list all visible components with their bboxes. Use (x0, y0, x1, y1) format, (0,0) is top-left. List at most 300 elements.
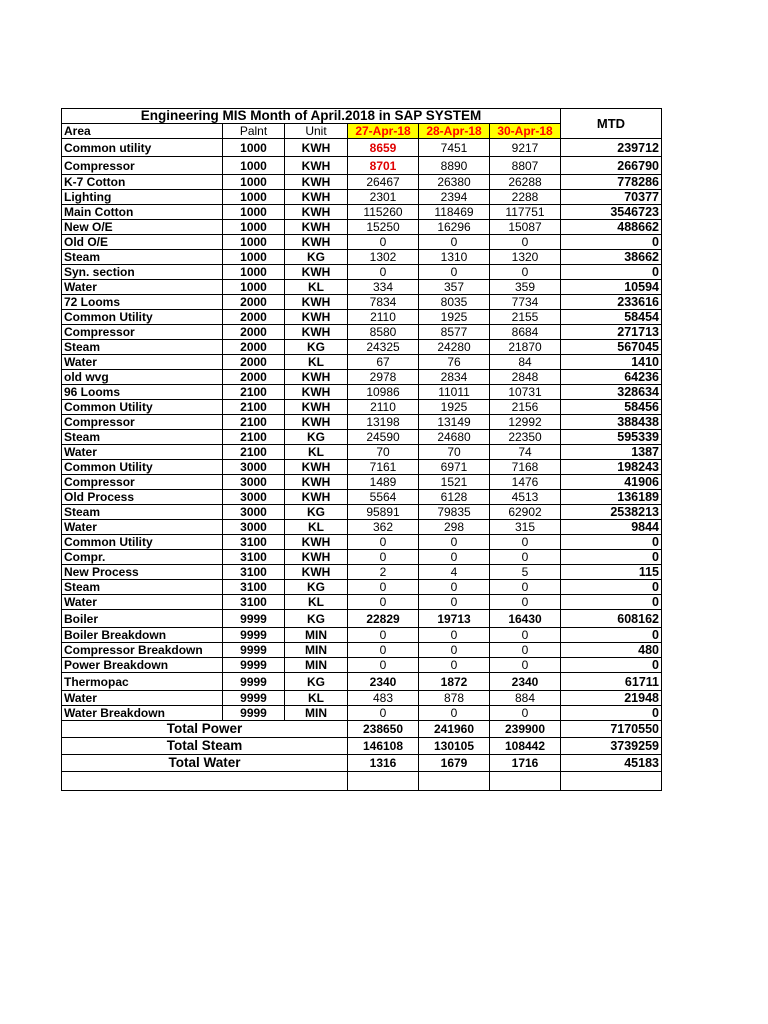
cell-unit: KWH (285, 190, 348, 205)
cell-mtd: 58454 (561, 310, 662, 325)
cell-mtd: 266790 (561, 157, 662, 175)
table-row (62, 445, 662, 460)
cell-unit: KWH (285, 310, 348, 325)
cell-area: Steam (62, 505, 223, 520)
total-date-2: 1679 (419, 755, 490, 772)
cell-unit: KL (285, 520, 348, 535)
table-row (62, 565, 662, 580)
cell-date-1: 0 (348, 643, 419, 658)
cell-date-2: 24680 (419, 430, 490, 445)
cell-date-1: 362 (348, 520, 419, 535)
total-mtd: 7170550 (561, 721, 662, 738)
cell-date-3: 2340 (490, 673, 561, 691)
table-row (62, 175, 662, 190)
cell-area: Lighting (62, 190, 223, 205)
table-row (62, 295, 662, 310)
cell-date-1: 95891 (348, 505, 419, 520)
cell-unit: KWH (285, 220, 348, 235)
cell-area: old wvg (62, 370, 223, 385)
table-row (62, 370, 662, 385)
blank-cell (561, 772, 662, 791)
cell-plant: 2000 (223, 355, 285, 370)
cell-mtd: 0 (561, 658, 662, 673)
cell-date-3: 12992 (490, 415, 561, 430)
total-row (62, 755, 662, 772)
cell-date-3: 1320 (490, 250, 561, 265)
cell-date-2: 16296 (419, 220, 490, 235)
cell-date-3: 22350 (490, 430, 561, 445)
table-row (62, 691, 662, 706)
total-date-1: 1316 (348, 755, 419, 772)
cell-plant: 2100 (223, 415, 285, 430)
cell-mtd: 61711 (561, 673, 662, 691)
cell-date-2: 0 (419, 550, 490, 565)
cell-date-2: 1310 (419, 250, 490, 265)
cell-plant: 2000 (223, 340, 285, 355)
cell-date-2: 1925 (419, 310, 490, 325)
cell-date-3: 10731 (490, 385, 561, 400)
cell-date-1: 2340 (348, 673, 419, 691)
table-row (62, 580, 662, 595)
cell-unit: KWH (285, 325, 348, 340)
cell-date-2: 24280 (419, 340, 490, 355)
cell-date-3: 0 (490, 550, 561, 565)
cell-date-1: 0 (348, 595, 419, 610)
total-label: Total Power (62, 721, 348, 738)
cell-date-1: 22829 (348, 610, 419, 628)
cell-mtd: 0 (561, 628, 662, 643)
cell-mtd: 1410 (561, 355, 662, 370)
cell-area: New O/E (62, 220, 223, 235)
cell-plant: 3000 (223, 490, 285, 505)
cell-plant: 9999 (223, 658, 285, 673)
cell-area: K-7 Cotton (62, 175, 223, 190)
table-row (62, 595, 662, 610)
cell-date-3: 84 (490, 355, 561, 370)
cell-mtd: 21948 (561, 691, 662, 706)
cell-mtd: 239712 (561, 139, 662, 157)
cell-date-2: 11011 (419, 385, 490, 400)
cell-area: Compr. (62, 550, 223, 565)
table-row (62, 340, 662, 355)
cell-unit: KWH (285, 235, 348, 250)
cell-date-1: 0 (348, 628, 419, 643)
cell-mtd: 0 (561, 535, 662, 550)
cell-area: Compressor (62, 325, 223, 340)
cell-date-1: 7834 (348, 295, 419, 310)
cell-mtd: 64236 (561, 370, 662, 385)
cell-plant: 9999 (223, 628, 285, 643)
cell-unit: KWH (285, 370, 348, 385)
cell-area: Water Breakdown (62, 706, 223, 721)
table-row (62, 658, 662, 673)
cell-date-3: 4513 (490, 490, 561, 505)
cell-date-2: 19713 (419, 610, 490, 628)
cell-date-1: 67 (348, 355, 419, 370)
blank-cell (419, 772, 490, 791)
cell-area: New Process (62, 565, 223, 580)
cell-date-2: 0 (419, 535, 490, 550)
table-row (62, 325, 662, 340)
cell-area: Compressor (62, 475, 223, 490)
cell-plant: 1000 (223, 157, 285, 175)
cell-date-3: 2155 (490, 310, 561, 325)
cell-date-2: 8035 (419, 295, 490, 310)
cell-plant: 3100 (223, 535, 285, 550)
cell-date-3: 2156 (490, 400, 561, 415)
cell-date-2: 0 (419, 706, 490, 721)
cell-unit: MIN (285, 643, 348, 658)
table-row (62, 235, 662, 250)
cell-date-3: 21870 (490, 340, 561, 355)
cell-plant: 2100 (223, 445, 285, 460)
cell-date-3: 15087 (490, 220, 561, 235)
cell-date-3: 117751 (490, 205, 561, 220)
cell-mtd: 0 (561, 235, 662, 250)
cell-date-1: 0 (348, 535, 419, 550)
cell-area: Steam (62, 250, 223, 265)
cell-mtd: 567045 (561, 340, 662, 355)
cell-date-3: 8684 (490, 325, 561, 340)
cell-date-1: 0 (348, 706, 419, 721)
table-row (62, 310, 662, 325)
cell-mtd: 136189 (561, 490, 662, 505)
total-row (62, 721, 662, 738)
cell-date-2: 2834 (419, 370, 490, 385)
cell-area: Common Utility (62, 400, 223, 415)
cell-mtd: 271713 (561, 325, 662, 340)
cell-unit: KWH (285, 175, 348, 190)
cell-date-1: 26467 (348, 175, 419, 190)
table-row (62, 385, 662, 400)
cell-area: Thermopac (62, 673, 223, 691)
cell-area: Steam (62, 430, 223, 445)
cell-date-1: 8659 (348, 139, 419, 157)
cell-unit: KG (285, 505, 348, 520)
cell-area: Water (62, 355, 223, 370)
cell-date-2: 8890 (419, 157, 490, 175)
cell-plant: 3000 (223, 460, 285, 475)
cell-date-3: 62902 (490, 505, 561, 520)
total-mtd: 3739259 (561, 738, 662, 755)
total-label: Total Steam (62, 738, 348, 755)
cell-date-2: 7451 (419, 139, 490, 157)
cell-date-2: 76 (419, 355, 490, 370)
cell-mtd: 608162 (561, 610, 662, 628)
cell-plant: 2000 (223, 370, 285, 385)
cell-plant: 1000 (223, 139, 285, 157)
table-row (62, 400, 662, 415)
cell-plant: 2100 (223, 385, 285, 400)
table-row (62, 460, 662, 475)
table-row (62, 205, 662, 220)
cell-area: Water (62, 280, 223, 295)
cell-date-2: 13149 (419, 415, 490, 430)
cell-area: Steam (62, 340, 223, 355)
table-row (62, 280, 662, 295)
cell-date-2: 0 (419, 595, 490, 610)
cell-plant: 2000 (223, 295, 285, 310)
cell-date-2: 79835 (419, 505, 490, 520)
cell-date-1: 70 (348, 445, 419, 460)
cell-area: Water (62, 595, 223, 610)
cell-unit: KWH (285, 157, 348, 175)
cell-unit: KWH (285, 295, 348, 310)
cell-date-1: 8580 (348, 325, 419, 340)
cell-date-2: 2394 (419, 190, 490, 205)
cell-unit: MIN (285, 628, 348, 643)
header-plant: Palnt (223, 124, 285, 139)
cell-unit: KWH (285, 475, 348, 490)
cell-unit: KG (285, 340, 348, 355)
cell-mtd: 778286 (561, 175, 662, 190)
cell-area: Boiler Breakdown (62, 628, 223, 643)
cell-plant: 1000 (223, 250, 285, 265)
cell-date-3: 7168 (490, 460, 561, 475)
cell-date-1: 483 (348, 691, 419, 706)
cell-area: 96 Looms (62, 385, 223, 400)
table-row (62, 505, 662, 520)
cell-unit: KWH (285, 415, 348, 430)
cell-area: Common Utility (62, 460, 223, 475)
cell-date-3: 2848 (490, 370, 561, 385)
cell-date-2: 8577 (419, 325, 490, 340)
cell-mtd: 70377 (561, 190, 662, 205)
cell-plant: 2000 (223, 310, 285, 325)
cell-area: Compressor (62, 415, 223, 430)
cell-date-1: 2110 (348, 310, 419, 325)
cell-plant: 2100 (223, 430, 285, 445)
total-mtd: 45183 (561, 755, 662, 772)
cell-plant: 1000 (223, 220, 285, 235)
cell-plant: 9999 (223, 706, 285, 721)
cell-date-2: 0 (419, 658, 490, 673)
cell-date-1: 2978 (348, 370, 419, 385)
cell-plant: 1000 (223, 175, 285, 190)
cell-plant: 3100 (223, 595, 285, 610)
total-label: Total Water (62, 755, 348, 772)
report-title: Engineering MIS Month of April.2018 in SAP SYSTEM (62, 109, 561, 124)
cell-mtd: 2538213 (561, 505, 662, 520)
cell-unit: KWH (285, 550, 348, 565)
total-date-1: 238650 (348, 721, 419, 738)
cell-unit: KWH (285, 565, 348, 580)
blank-cell (490, 772, 561, 791)
cell-mtd: 0 (561, 595, 662, 610)
cell-area: Old O/E (62, 235, 223, 250)
cell-unit: MIN (285, 658, 348, 673)
cell-date-2: 118469 (419, 205, 490, 220)
cell-area: 72 Looms (62, 295, 223, 310)
cell-date-1: 115260 (348, 205, 419, 220)
total-date-1: 146108 (348, 738, 419, 755)
cell-unit: KG (285, 673, 348, 691)
cell-date-2: 357 (419, 280, 490, 295)
cell-date-3: 9217 (490, 139, 561, 157)
cell-date-1: 24325 (348, 340, 419, 355)
table-row (62, 643, 662, 658)
title-row (62, 109, 662, 124)
cell-date-3: 0 (490, 595, 561, 610)
cell-area: Water (62, 520, 223, 535)
table-row (62, 550, 662, 565)
cell-date-3: 0 (490, 628, 561, 643)
cell-plant: 3000 (223, 475, 285, 490)
total-date-3: 108442 (490, 738, 561, 755)
cell-area: Compressor Breakdown (62, 643, 223, 658)
cell-area: Syn. section (62, 265, 223, 280)
cell-date-2: 1925 (419, 400, 490, 415)
cell-area: Common Utility (62, 535, 223, 550)
table-row (62, 520, 662, 535)
cell-mtd: 488662 (561, 220, 662, 235)
cell-date-3: 0 (490, 580, 561, 595)
cell-mtd: 1387 (561, 445, 662, 460)
cell-date-2: 1872 (419, 673, 490, 691)
cell-date-3: 2288 (490, 190, 561, 205)
header-date-2: 28-Apr-18 (419, 124, 490, 139)
cell-date-1: 24590 (348, 430, 419, 445)
table-row (62, 139, 662, 157)
header-unit: Unit (285, 124, 348, 139)
cell-unit: KWH (285, 139, 348, 157)
cell-unit: KWH (285, 460, 348, 475)
cell-date-3: 0 (490, 706, 561, 721)
cell-date-3: 5 (490, 565, 561, 580)
cell-plant: 3100 (223, 550, 285, 565)
cell-date-3: 884 (490, 691, 561, 706)
cell-date-2: 298 (419, 520, 490, 535)
cell-area: Boiler (62, 610, 223, 628)
cell-mtd: 480 (561, 643, 662, 658)
cell-unit: KG (285, 610, 348, 628)
cell-mtd: 595339 (561, 430, 662, 445)
cell-mtd: 198243 (561, 460, 662, 475)
header-date-1: 27-Apr-18 (348, 124, 419, 139)
cell-date-2: 26380 (419, 175, 490, 190)
cell-date-1: 334 (348, 280, 419, 295)
cell-mtd: 9844 (561, 520, 662, 535)
mis-table (61, 108, 662, 791)
total-date-2: 130105 (419, 738, 490, 755)
total-date-2: 241960 (419, 721, 490, 738)
cell-date-1: 2 (348, 565, 419, 580)
cell-date-2: 0 (419, 235, 490, 250)
cell-unit: KL (285, 595, 348, 610)
cell-date-2: 0 (419, 643, 490, 658)
cell-plant: 9999 (223, 673, 285, 691)
cell-date-3: 7734 (490, 295, 561, 310)
cell-plant: 1000 (223, 280, 285, 295)
cell-date-1: 2110 (348, 400, 419, 415)
cell-mtd: 0 (561, 265, 662, 280)
cell-plant: 9999 (223, 691, 285, 706)
cell-date-3: 315 (490, 520, 561, 535)
cell-date-3: 8807 (490, 157, 561, 175)
cell-area: Common Utility (62, 310, 223, 325)
cell-mtd: 388438 (561, 415, 662, 430)
cell-date-2: 70 (419, 445, 490, 460)
table-row (62, 190, 662, 205)
header-mtd: MTD (561, 109, 662, 139)
cell-area: Compressor (62, 157, 223, 175)
cell-mtd: 41906 (561, 475, 662, 490)
cell-plant: 2100 (223, 400, 285, 415)
cell-plant: 1000 (223, 265, 285, 280)
cell-area: Power Breakdown (62, 658, 223, 673)
cell-date-2: 0 (419, 628, 490, 643)
cell-date-3: 0 (490, 265, 561, 280)
cell-unit: KWH (285, 265, 348, 280)
cell-mtd: 0 (561, 550, 662, 565)
cell-plant: 2000 (223, 325, 285, 340)
table-row (62, 706, 662, 721)
cell-mtd: 0 (561, 580, 662, 595)
cell-mtd: 58456 (561, 400, 662, 415)
cell-plant: 3100 (223, 565, 285, 580)
cell-area: Main Cotton (62, 205, 223, 220)
cell-date-2: 6971 (419, 460, 490, 475)
cell-mtd: 115 (561, 565, 662, 580)
cell-date-1: 0 (348, 580, 419, 595)
cell-area: Steam (62, 580, 223, 595)
cell-unit: KG (285, 430, 348, 445)
table-row (62, 157, 662, 175)
cell-area: Common utility (62, 139, 223, 157)
cell-date-1: 13198 (348, 415, 419, 430)
cell-date-1: 0 (348, 658, 419, 673)
cell-date-3: 359 (490, 280, 561, 295)
cell-date-3: 74 (490, 445, 561, 460)
table-row (62, 220, 662, 235)
header-area: Area (62, 124, 223, 139)
cell-date-3: 0 (490, 643, 561, 658)
blank-cell (348, 772, 419, 791)
cell-plant: 3100 (223, 580, 285, 595)
cell-unit: KWH (285, 385, 348, 400)
table-row (62, 490, 662, 505)
cell-date-1: 5564 (348, 490, 419, 505)
cell-mtd: 38662 (561, 250, 662, 265)
cell-unit: KL (285, 691, 348, 706)
total-row (62, 738, 662, 755)
cell-date-3: 1476 (490, 475, 561, 490)
cell-unit: KWH (285, 400, 348, 415)
cell-date-2: 878 (419, 691, 490, 706)
table-row (62, 535, 662, 550)
table-row (62, 355, 662, 370)
blank-row (62, 772, 662, 791)
cell-date-2: 6128 (419, 490, 490, 505)
cell-date-1: 15250 (348, 220, 419, 235)
cell-date-1: 2301 (348, 190, 419, 205)
cell-unit: KWH (285, 535, 348, 550)
cell-date-2: 4 (419, 565, 490, 580)
cell-area: Water (62, 691, 223, 706)
cell-mtd: 233616 (561, 295, 662, 310)
cell-date-3: 0 (490, 535, 561, 550)
cell-mtd: 10594 (561, 280, 662, 295)
cell-plant: 1000 (223, 190, 285, 205)
table-row (62, 430, 662, 445)
cell-unit: KL (285, 355, 348, 370)
cell-area: Old Process (62, 490, 223, 505)
cell-area: Water (62, 445, 223, 460)
cell-date-3: 16430 (490, 610, 561, 628)
cell-date-1: 1489 (348, 475, 419, 490)
cell-mtd: 328634 (561, 385, 662, 400)
cell-mtd: 3546723 (561, 205, 662, 220)
